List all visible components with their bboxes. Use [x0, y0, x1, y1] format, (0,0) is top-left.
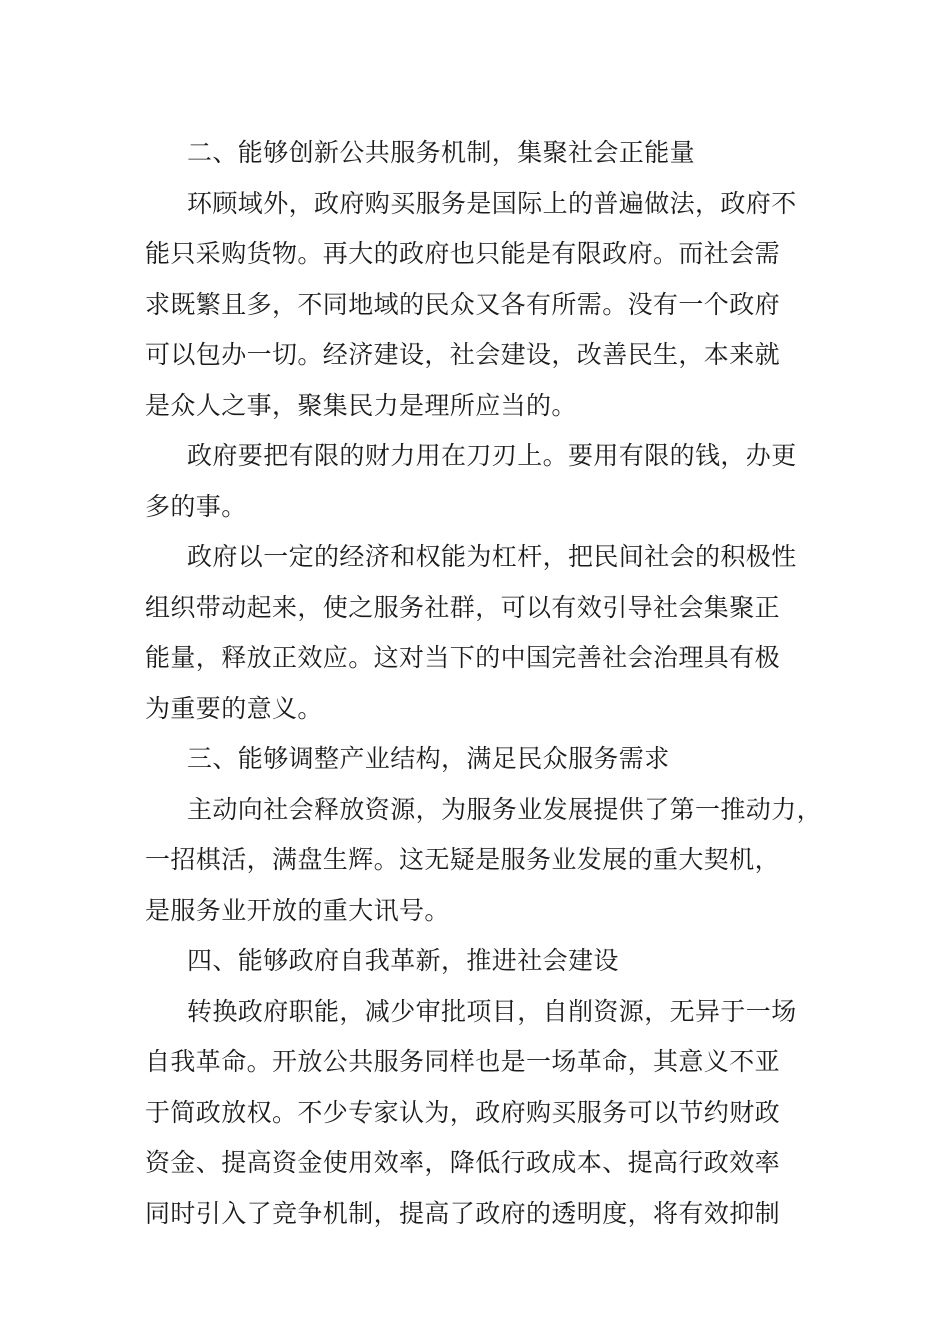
body-line: 转换政府职能，减少审批项目，自削资源，无异于一场 — [187, 996, 797, 1026]
body-line: 于简政放权。不少专家认为，政府购买服务可以节约财政 — [145, 1097, 781, 1127]
body-line: 可以包办一切。经济建设，社会建设，改善民生，本来就 — [145, 340, 781, 369]
body-line: 政府以一定的经济和权能为杠杆，把民间社会的积极性 — [187, 542, 797, 571]
body-line: 主动向社会释放资源，为服务业发展提供了第一推动力， — [187, 794, 823, 824]
body-line: 是服务业开放的重大讯号。 — [145, 895, 450, 925]
section-heading-3: 三、能够调整产业结构，满足民众服务需求 — [187, 744, 670, 773]
section-heading-4: 四、能够政府自我革新，推进社会建设 — [187, 946, 619, 975]
body-line: 为重要的意义。 — [145, 693, 323, 723]
body-line: 一招棋活，满盘生辉。这无疑是服务业发展的重大契机， — [145, 845, 781, 874]
body-line: 政府要把有限的财力用在刀刃上。要用有限的钱，办更 — [187, 441, 797, 470]
body-line: 多的事。 — [145, 491, 247, 521]
body-line: 环顾域外，政府购买服务是国际上的普遍做法，政府不 — [187, 188, 797, 218]
body-line: 能只采购货物。再大的政府也只能是有限政府。而社会需 — [145, 239, 781, 268]
body-line: 是众人之事，聚集民力是理所应当的。 — [145, 390, 577, 420]
body-line: 组织带动起来，使之服务社群，可以有效引导社会集聚正 — [145, 592, 781, 622]
body-line: 资金、提高资金使用效率，降低行政成本、提高行政效率 — [145, 1148, 781, 1177]
body-line: 能量，释放正效应。这对当下的中国完善社会治理具有极 — [145, 643, 781, 672]
body-line: 同时引入了竞争机制，提高了政府的透明度，将有效抑制 — [145, 1198, 781, 1228]
document-body — [145, 128, 823, 1239]
section-heading-2: 二、能够创新公共服务机制，集聚社会正能量 — [187, 138, 696, 167]
body-line: 自我革命。开放公共服务同样也是一场革命，其意义不亚 — [145, 1047, 781, 1076]
body-line: 求既繁且多，不同地域的民众又各有所需。没有一个政府 — [145, 289, 781, 319]
